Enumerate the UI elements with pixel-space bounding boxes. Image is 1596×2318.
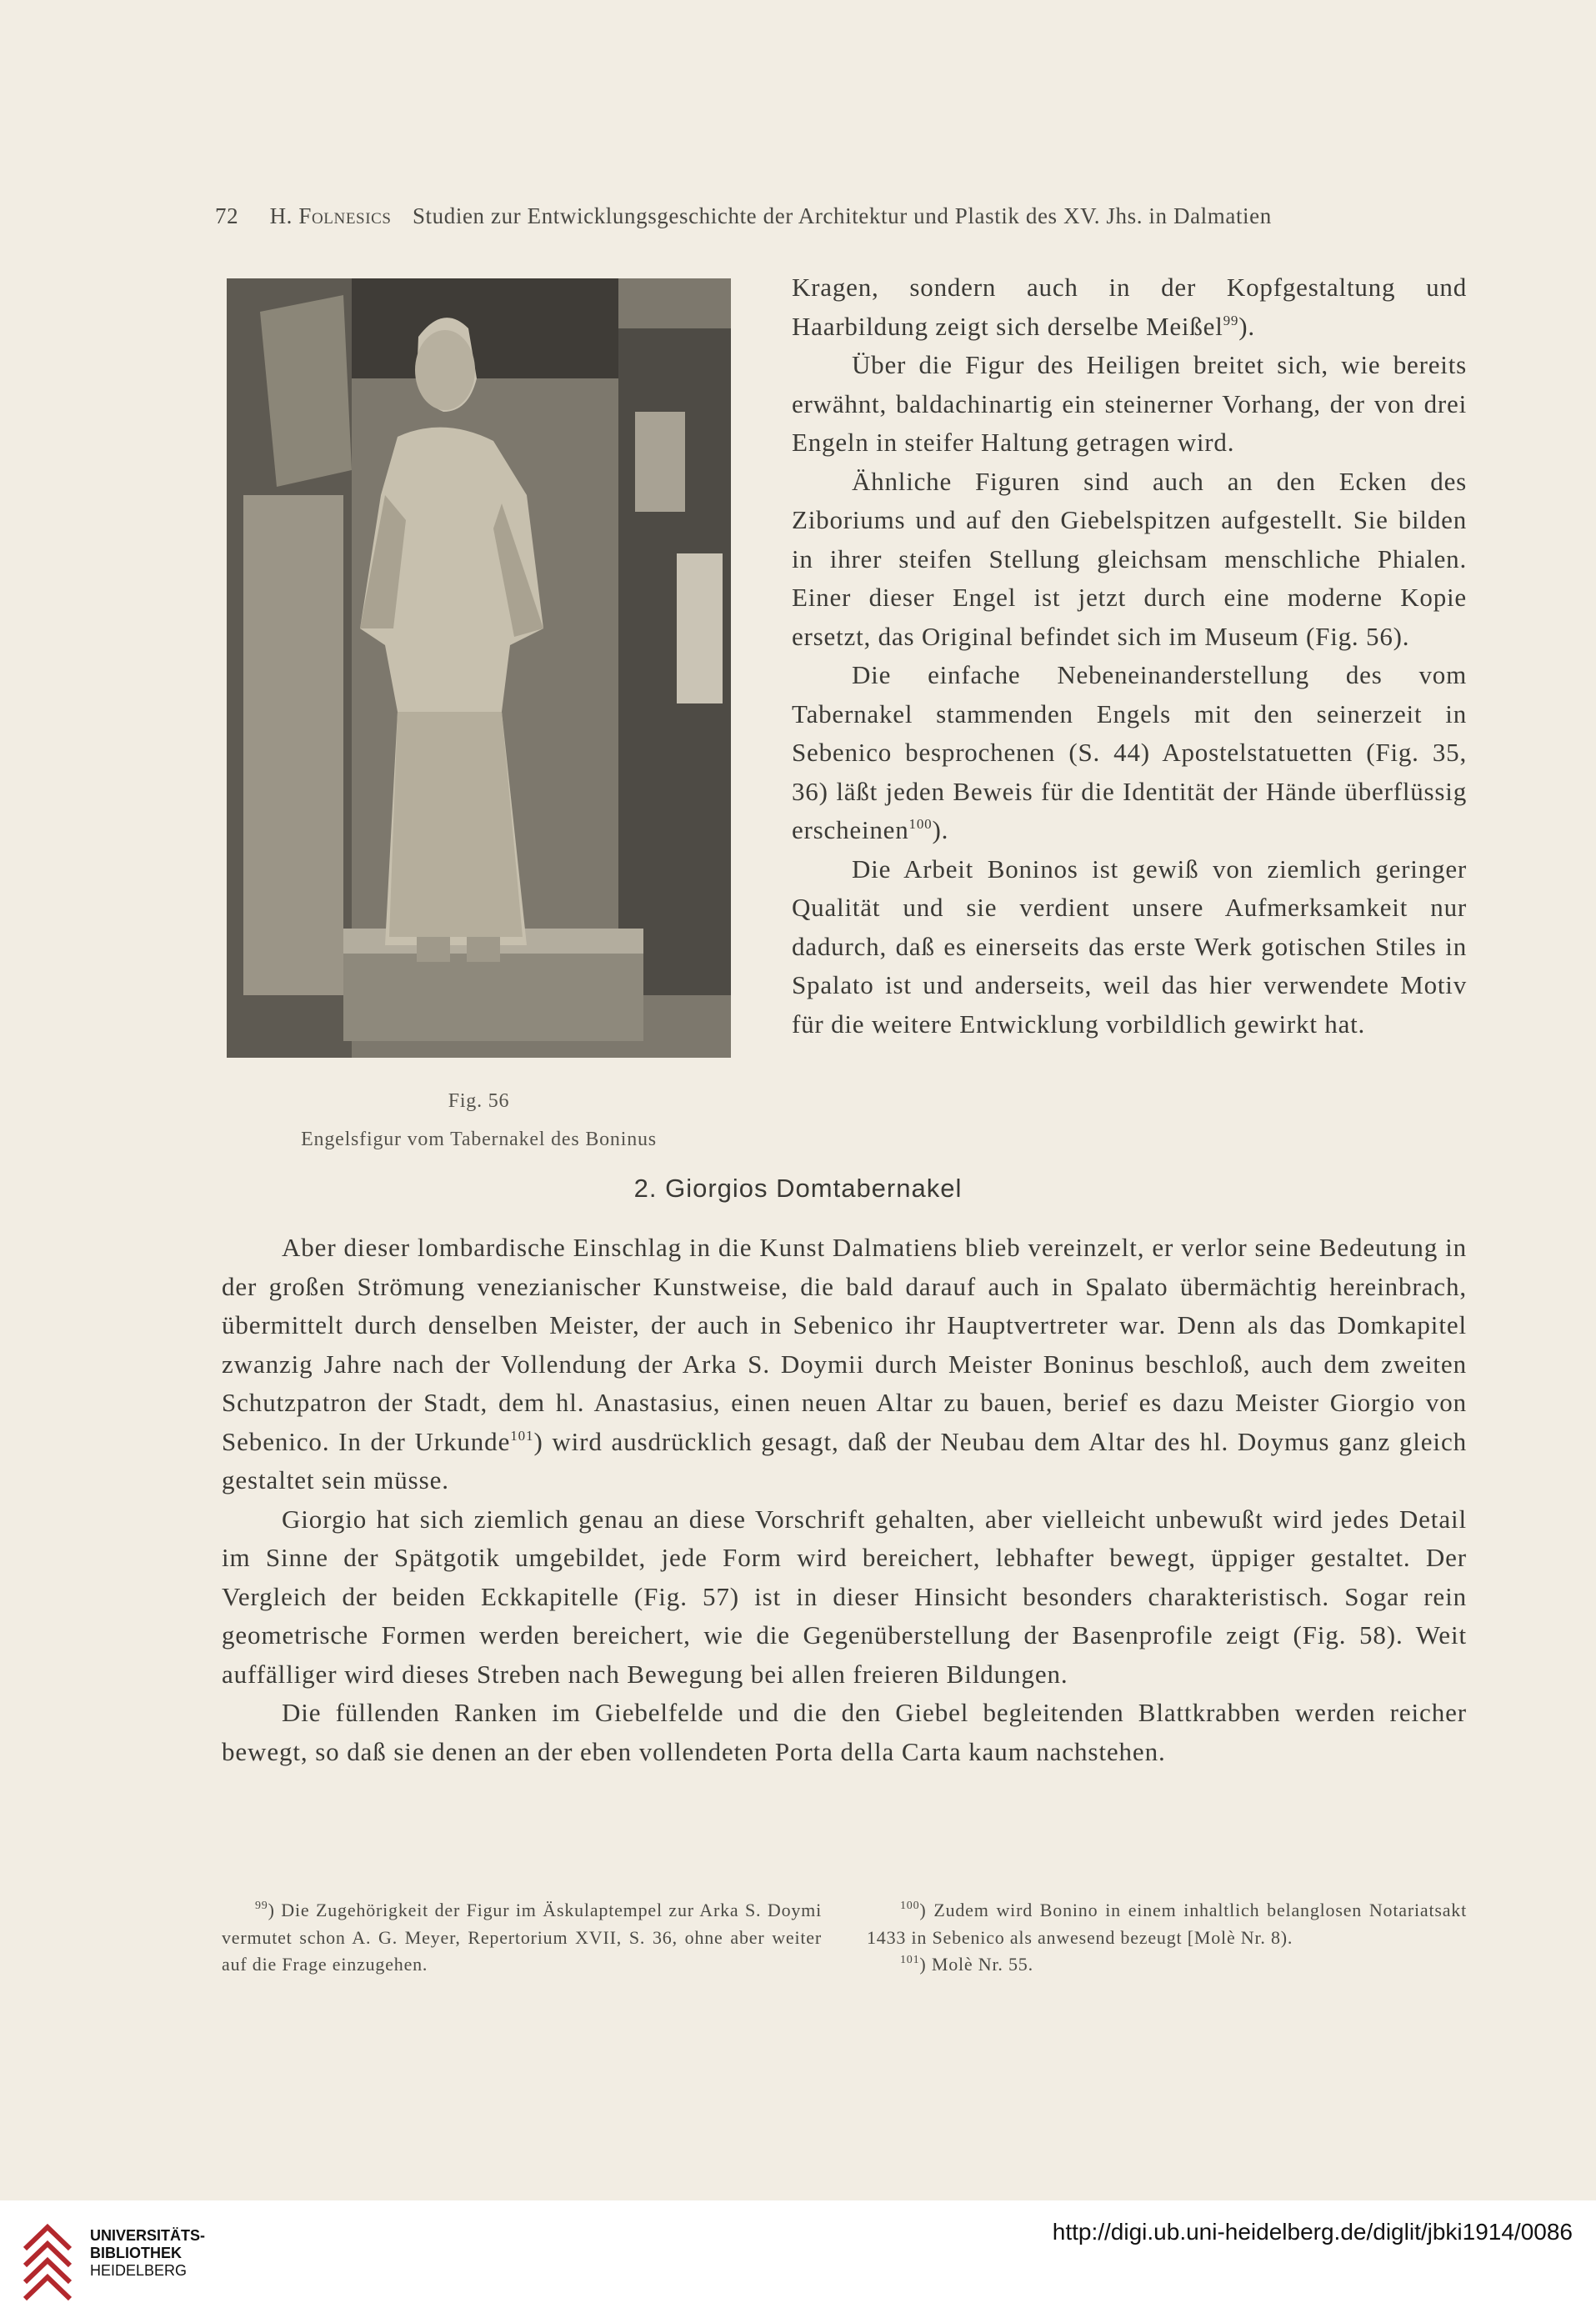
footnotes-right bbox=[867, 1897, 1467, 1979]
university-library-logo-icon bbox=[18, 2215, 77, 2304]
column-paragraph: Über die Figur des Heiligen breitet sich, wie bereits erwähnt, baldachinartig ein steinerner Vorhang, der von drei Engeln in steifer Haltung getragen wird. bbox=[792, 350, 1467, 457]
column-paragraph: Ähnliche Figuren sind auch an den Ecken des Ziboriums und auf den Giebelspitzen aufgestellt. Sie bilden in ihrer steifen Stellung gleichsam menschliche Phialen. Einer dieser Engel ist jetzt durch eine moderne Kopie ersetzt, das Original befindet sich im Museum (Fig. 56). bbox=[792, 466, 1467, 651]
footnote: $^{101}$) Molè Nr. 55. bbox=[900, 1954, 1033, 1975]
footnote-ref-101: 101 bbox=[510, 1427, 534, 1444]
body-paragraph: Aber dieser lombardische Einschlag in die Kunst Dalmatiens blieb vereinzelt, er verlor seine Bedeutung in der großen Strömung venezianischer Kunstweise, die bald darauf auch in Spalato übermächtig hereinbrach, übermittelt durch denselben Meister, der auch in Sebenico ihr Hauptvertreter war. Denn als das Domkapitel zwanzig Jahre nach der Vollendung der Arka S. Doymii durch Meister Boninus beschloß, auch dem zweiten Schutzpatron der Stadt, dem hl. Anastasius, einen neuen Altar zu bauen, berief es dazu Meister Giorgio von Sebenico. In der Urkunde$^{101}$) wird ausdrücklich gesagt, daß der Neubau dem Altar des hl. Doymus ganz gleich gestaltet sein müsse. bbox=[222, 1233, 1467, 1494]
body-text bbox=[222, 1229, 1467, 1771]
body-paragraph: Die füllenden Ranken im Giebelfelde und die den Giebel begleitenden Blattkrabben werden reicher bewegt, so daß sie denen an der eben vollendeten Porta della Carta kaum nachstehen. bbox=[222, 1698, 1467, 1766]
column-paragraph: Die Arbeit Boninos ist gewiß von ziemlich geringer Qualität und sie verdient unsere Aufmerksamkeit nur dadurch, daß es einerseits das erste Werk gotischen Stiles in Spalato ist und anderseits, weil das hier verwendete Motiv für die weitere Entwicklung vorbildlich gewirkt hat. bbox=[792, 854, 1467, 1039]
library-footer bbox=[0, 2200, 1596, 2318]
library-name: UNIVERSITÄTS- BIBLIOTHEK HEIDELBERG bbox=[90, 2227, 206, 2279]
column-paragraph: Kragen, sondern auch in der Kopfgestaltung und Haarbildung zeigt sich derselbe Meißel$^{99}$). bbox=[792, 273, 1467, 341]
figure-caption: Engelsfigur vom Tabernakel des Boninus bbox=[301, 1129, 657, 1150]
page-number: 72 bbox=[215, 203, 239, 228]
footnote: $^{99}$) Die Zugehörigkeit der Figur im Äskulaptempel zur Arka S. Doymi vermutet schon A. G. Meyer, Repertorium XVII, S. 36, ohne aber weiter auf die Frage einzugehen. bbox=[222, 1900, 822, 1975]
body-paragraph: Giorgio hat sich ziemlich genau an diese Vorschrift gehalten, aber vielleicht unbewußt wird jedes Detail im Sinne der Spätgotik umgebildet, jede Form wird bereichert, lebhafter bewegt, üppiger gestaltet. Der Vergleich der beiden Eckkapitelle (Fig. 57) ist in dieser Hinsicht besonders charakteristisch. Sogar rein geometrische Formen werden bereichert, wie die Gegenüberstellung der Basenprofile zeigt (Fig. 58). Weit auffälliger wird dieses Streben nach Bewegung bei allen freieren Bildungen. bbox=[222, 1504, 1467, 1689]
running-head-title: Studien zur Entwicklungsgeschichte der Architektur und Plastik des XV. Jhs. in Dalmatien bbox=[412, 203, 1272, 228]
running-head-author: H. Folnesics bbox=[269, 203, 392, 228]
footnote-ref-99: 99 bbox=[1223, 312, 1239, 328]
right-column-text bbox=[792, 268, 1467, 1044]
section-heading: 2. Giorgios Domtabernakel bbox=[633, 1174, 963, 1203]
footnote-ref-100: 100 bbox=[908, 816, 933, 832]
angel-statue-illustration bbox=[227, 278, 731, 1058]
angel-figure-photo bbox=[227, 278, 731, 1058]
column-paragraph: Die einfache Nebeneinanderstellung des vom Tabernakel stammenden Engels mit den seinerzeit in Sebenico besprochenen (S. 44) Apostelstatuetten (Fig. 35, 36) läßt jeden Beweis für die Identität der Hände überflüssig erscheinen$^{100}$). bbox=[792, 660, 1467, 844]
footnotes-left bbox=[222, 1897, 822, 1979]
running-head bbox=[215, 203, 1398, 229]
figure-label: Fig. 56 bbox=[448, 1090, 510, 1112]
permalink-url[interactable]: http://digi.ub.uni-heidelberg.de/diglit/jbki1914/0086 bbox=[1052, 2219, 1573, 2245]
footnote: $^{100}$) Zudem wird Bonino in einem inhaltlich belanglosen Notariatsakt 1433 in Sebenico als anwesend bezeugt [Molè Nr. 8). bbox=[867, 1900, 1467, 1948]
